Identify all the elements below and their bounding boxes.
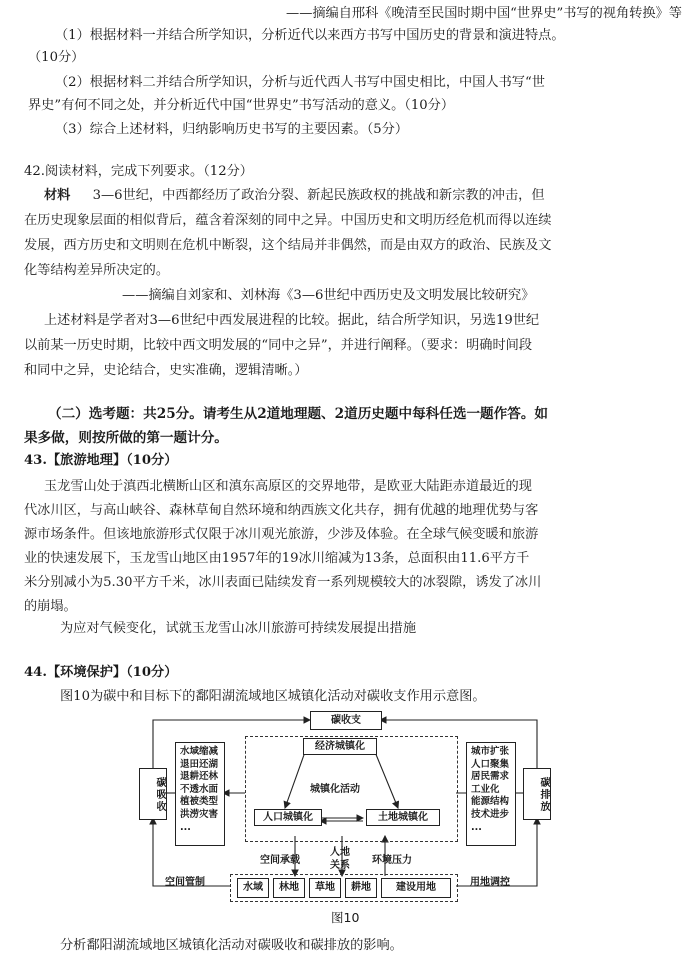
absorption-factor: 退田还湖 — [180, 758, 219, 770]
question-42-task-line1: 上述材料是学者对3—6世纪中西发展进程的比较。据此，结合所学知识，另选19世纪 — [44, 313, 540, 328]
land-type-water: 水域 — [237, 878, 269, 898]
emission-factor: 能源结构 — [471, 796, 510, 808]
land-urbanization-box: 土地城镇化 — [366, 809, 440, 826]
question-41-1-line1: （1）根据材料一并结合所学知识，分析近代以来西方书写中国历史的背景和演进特点。 — [55, 28, 565, 43]
question-44-intro: 图10为碳中和目标下的鄱阳湖流域地区城镇化活动对碳收支作用示意图。 — [60, 689, 486, 704]
carbon-budget-box: 碳收支 — [310, 711, 382, 730]
human-land-label-1: 人地 — [330, 847, 350, 858]
absorption-factor: 退耕还林 — [180, 771, 219, 783]
space-bearing-label: 空间承载 — [260, 855, 300, 866]
question-43-line6: 的崩塌。 — [24, 599, 77, 614]
material-text: 3—6世纪，中西都经历了政治分裂、新起民族政权的挑战和新宗教的冲击，但 — [92, 188, 545, 203]
material-label: 材料 — [44, 188, 71, 203]
question-42-task-line2: 以前某一历史时期，比较中西文明发展的“同中之异”，并进行阐释。（要求：明确时间段 — [24, 338, 533, 353]
absorption-factor: 植被类型 — [180, 796, 219, 808]
emission-factor: 人口聚集 — [471, 758, 510, 770]
source-line-material2: ——摘编自邢科《晚清至民国时期中国“世界史”书写的视角转换》等 — [286, 6, 682, 21]
absorption-factor: ... — [180, 821, 191, 833]
land-type-grassland: 草地 — [309, 878, 341, 898]
question-41-2-line1: （2）根据材料二并结合所学知识，分析与近代西人书写中国史相比，中国人书写“世 — [55, 75, 545, 90]
question-41-2-line2: 界史”有何不同之处，并分析近代中国“世界史”书写活动的意义。（10分） — [28, 98, 455, 113]
emission-factor: 居民需求 — [471, 771, 510, 783]
question-43-line5: 米分别减小为5.30平方千米，冰川表面已陆续发育一系列规模较大的冰裂隙，诱发了冰川 — [24, 575, 542, 590]
question-42-material-line2: 在历史现象层面的相似背后，蕴含着深刻的同中之异。中国历史和文明历经危机而得以连续 — [24, 213, 552, 228]
carbon-emission-box: 碳排放 — [523, 768, 551, 820]
urbanization-activity-label: 城镇化活动 — [310, 784, 360, 795]
question-41-3: （3）综合上述材料，归纳影响历史书写的主要因素。（5分） — [55, 122, 409, 137]
absorption-factor: 水域缩减 — [180, 746, 219, 757]
population-urbanization-box: 人口城镇化 — [254, 809, 322, 826]
question-42-material-line3: 发展，西方历史和文明则在危机中断裂，这个结局并非偶然，而是由双方的政治、民族及文 — [24, 238, 552, 253]
elective-line1: （二）选考题：共25分。请考生从2道地理题、2道历史题中每科任选一题作答。如 — [48, 406, 549, 422]
land-type-construction: 建设用地 — [381, 878, 451, 898]
question-43-header: 43.【旅游地理】（10分） — [24, 453, 178, 468]
question-44-header: 44.【环境保护】（10分） — [24, 665, 178, 680]
land-type-farmland: 耕地 — [345, 878, 377, 898]
elective-line2: 果多做，则按所做的第一题计分。 — [24, 430, 228, 446]
environmental-pressure-label: 环境压力 — [372, 855, 412, 866]
question-42-material-line1 — [44, 186, 545, 206]
absorption-factor: 不透水面 — [180, 783, 219, 795]
question-42-material-line4: 化等结构差异所决定的。 — [24, 263, 170, 278]
question-43-line2: 代冰川区，与高山峡谷、森林草甸自然环境和纳西族文化共存，拥有优越的地理优势与客 — [24, 503, 539, 518]
question-42-header: 42.阅读材料，完成下列要求。（12分） — [24, 164, 253, 179]
emission-factor: 城市扩张 — [471, 746, 510, 757]
carbon-absorption-box: 碳吸收 — [139, 768, 167, 820]
question-44-task: 分析鄱阳湖流域地区城镇化活动对碳吸收和碳排放的影响。 — [60, 938, 403, 953]
figure-caption: 图10 — [331, 910, 360, 925]
economic-urbanization-box: 经济城镇化 — [303, 738, 377, 755]
question-41-1-line2: （10分） — [28, 50, 85, 65]
emission-factor: ... — [471, 821, 482, 833]
question-43-line3: 源市场条件。但该地旅游形式仅限于冰川观光旅游，少涉及体验。在全球气候变暖和旅游 — [24, 527, 539, 542]
emission-factor: 工业化 — [471, 783, 500, 795]
question-43-task: 为应对气候变化，试就玉龙雪山冰川旅游可持续发展提出措施 — [60, 621, 417, 636]
land-type-forest: 林地 — [273, 878, 305, 898]
emission-factors-list — [466, 742, 516, 846]
land-regulation-label: 用地调控 — [470, 877, 510, 888]
absorption-factors-list — [175, 742, 225, 846]
carbon-budget-diagram — [120, 708, 570, 904]
question-43-line4: 业的快速发展下，玉龙雪山地区由1957年的19冰川缩减为13条，总面积由11.6平方千 — [24, 551, 530, 566]
space-control-label: 空间管制 — [165, 877, 205, 888]
absorption-factor: 洪涝灾害 — [180, 808, 219, 820]
question-43-line1: 玉龙雪山处于滇西北横断山区和滇东高原区的交界地带，是欧亚大陆距赤道最近的现 — [44, 479, 532, 494]
human-land-label-2: 关系 — [330, 860, 350, 871]
question-42-task-line3: 和同中之异，史论结合，史实准确，逻辑清晰。） — [24, 363, 308, 378]
emission-factor: 技术进步 — [471, 808, 510, 820]
question-42-source: ——摘编自刘家和、刘林海《3—6世纪中西历史及文明发展比较研究》 — [122, 288, 535, 303]
